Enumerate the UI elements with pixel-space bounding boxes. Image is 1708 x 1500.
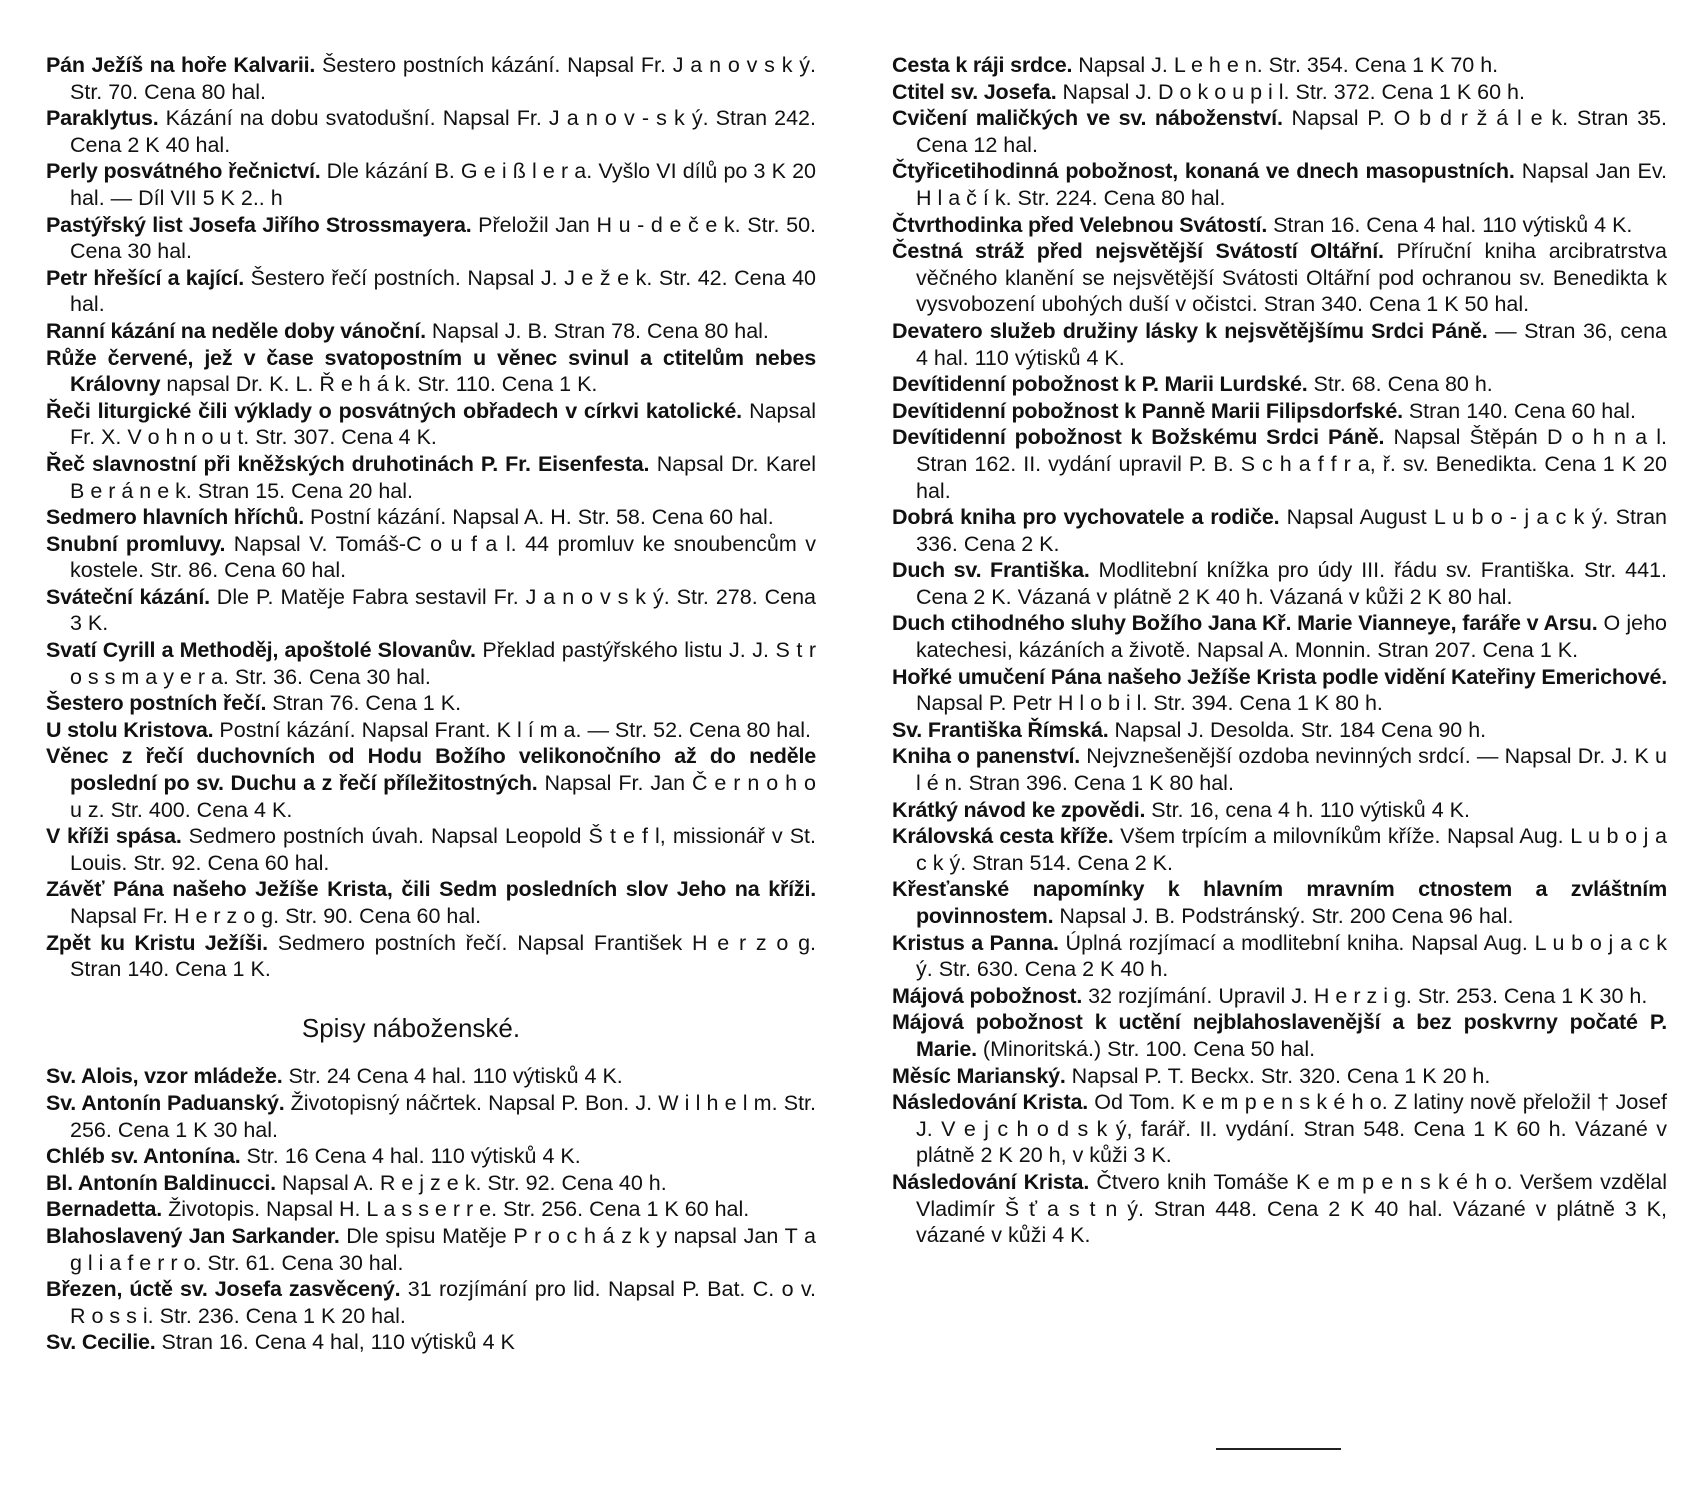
catalog-entry [46, 1196, 816, 1223]
entry-title: Následování Krista. [892, 1169, 1090, 1194]
entry-details: Napsal Fr. X. V o h n o u t. Str. 307. Cena 4 K. [70, 398, 816, 450]
entry-details: Sedmero postních úvah. Napsal Leopold Š t e f l, missionář v St. Louis. Str. 92. Cena 60 hal. [70, 824, 816, 875]
entry-title: Sv. Antonín Paduanský. [46, 1090, 285, 1115]
entry-title: U stolu Kristova. [46, 717, 214, 742]
catalog-entry [46, 584, 816, 637]
entry-title: Májová pobožnost k uctění nejblahoslavenější a bez poskvrny počaté P. Marie. [892, 1010, 1667, 1061]
entry-details: Od Tom. K e m p e n s k é h o. Z latiny nově přeložil † Josef J. V e j c h o d s k ý, farář. II. vydání. Stran 548. Cena 1 K 60 h. Vázané v plátně 2 K 20 h, v kůži 3 K. [916, 1090, 1667, 1168]
entry-details: Postní kázání. Napsal A. H. Str. 58. Cena 60 hal. [304, 505, 774, 530]
catalog-entry [892, 371, 1667, 398]
entry-title: Sedmero hlavních hříchů. [46, 505, 305, 530]
catalog-entry [892, 876, 1667, 929]
entry-title: Duch ctihodného sluhy Božího Jana Kř. Marie Vianneye, faráře v Arsu. [892, 611, 1598, 636]
entry-details: Napsal Fr. Jan Č e r n o h o u z. Str. 400. Cena 4 K. [70, 771, 816, 822]
catalog-entry [46, 531, 816, 584]
catalog-entry [46, 823, 816, 876]
entry-title: Pán Ježíš na hoře Kalvarii. [46, 53, 316, 77]
entry-details: Sedmero postních řečí. Napsal František H e r z o g. Stran 140. Cena 1 K. [70, 930, 816, 982]
entry-details: O jeho katechesi, kázáních a životě. Napsal A. Monnin. Stran 207. Cena 1 K. [916, 611, 1667, 663]
entry-details: Příruční kniha arcibratrstva věčného klanění se nejsvětější Svátosti Oltářní pod ochranou sv. Benedikta k vysvobození ubohých duší v očistci. Stran 340. Cena 1 K 50 hal. [916, 239, 1667, 317]
entry-details: Napsal P. O b d r ž á l e k. Stran 35. Cena 12 hal. [916, 106, 1667, 157]
entry-title: Zpět ku Kristu Ježíši. [46, 930, 268, 955]
catalog-entry [892, 212, 1667, 239]
entry-title: Devítidenní pobožnost k P. Marii Lurdské. [892, 372, 1308, 397]
entry-details: Napsal Jan Ev. H l a č í k. Str. 224. Cena 80 hal. [916, 159, 1668, 210]
entry-title: Cvičení maličkých ve sv. náboženství. [892, 106, 1283, 131]
catalog-entry [46, 1276, 816, 1329]
catalog-entry [892, 1089, 1667, 1169]
entry-details: Dle spisu Matěje P r o c h á z k y napsal Jan T a g l i a f e r r o. Str. 61. Cena 30 hal. [70, 1223, 816, 1275]
entry-details: Napsal J. B. Stran 78. Cena 80 hal. [425, 318, 769, 343]
entry-details: Dle P. Matěje Fabra sestavil Fr. J a n o v s k ý. Str. 278. Cena 3 K. [70, 584, 816, 636]
entry-title: Růže červené, jež v čase svatopostním u věnec svinul a ctitelům nebes Královny [46, 345, 816, 397]
catalog-entry [46, 1143, 816, 1170]
entry-details: Postní kázání. Napsal Frant. K l í m a. — Str. 52. Cena 80 hal. [213, 717, 811, 742]
entry-title: Čtvrthodinka před Velebnou Svátostí. [892, 212, 1268, 237]
entry-title: Blahoslavený Jan Sarkander. [46, 1223, 340, 1248]
catalog-entry [892, 424, 1667, 504]
entry-title: Duch sv. Františka. [892, 558, 1090, 583]
catalog-entry [892, 318, 1667, 371]
entry-title: Chléb sv. Antonína. [46, 1144, 241, 1169]
entry-title: Měsíc Marianský. [892, 1063, 1066, 1088]
catalog-entry [892, 557, 1667, 610]
entry-title: Věnec z řečí duchovních od Hodu Božího velikonočního až do neděle poslední po sv. Duchu a z řečí příležitostných. [46, 744, 816, 796]
catalog-entry [892, 717, 1667, 744]
entry-details: Str. 24 Cena 4 hal. 110 výtisků 4 K. [282, 1064, 623, 1089]
entry-title: Řeči liturgické čili výklady o posvátných obřadech v církvi katolické. [46, 398, 742, 423]
catalog-entry [46, 52, 816, 105]
entry-title: Bl. Antonín Baldinucci. [46, 1170, 276, 1195]
entry-details: Str. 68. Cena 80 h. [1307, 372, 1493, 397]
entry-details: Stran 16. Cena 4 hal. 110 výtisků 4 K. [1267, 212, 1633, 237]
catalog-entry [46, 212, 816, 265]
catalog-entry [892, 823, 1667, 876]
entry-title: Sv. Cecilie. [46, 1330, 156, 1355]
entry-title: Kristus a Panna. [892, 930, 1059, 955]
entry-details: Napsal P. T. Beckx. Str. 320. Cena 1 K 20 h. [1065, 1063, 1491, 1088]
catalog-entry [46, 1063, 816, 1090]
entry-title: Sváteční kázání. [46, 584, 210, 609]
catalog-entry [46, 158, 816, 211]
left-column [46, 52, 816, 1356]
entry-title: Královská cesta kříže. [892, 824, 1114, 849]
entry-title: Čestná stráž před nejsvětější Svátostí Oltářní. [892, 239, 1384, 264]
catalog-entry [46, 637, 816, 690]
entry-details: Všem trpícím a milovníkům kříže. Napsal Aug. L u b o j a c k ý. Stran 514. Cena 2 K. [916, 824, 1667, 875]
entry-title: Svatí Cyrill a Methoděj, apoštolé Slovanův. [46, 638, 476, 663]
right-column [892, 52, 1667, 1249]
entry-title: Krátký návod ke zpovědi. [892, 797, 1146, 822]
entry-details: Nejvznešenější ozdoba nevinných srdcí. — Napsal Dr. J. K u l é n. Stran 396. Cena 1 K 80 hal. [916, 744, 1667, 796]
catalog-entry [892, 105, 1667, 158]
catalog-entry [46, 105, 816, 158]
entry-details: Úplná rozjímací a modlitební kniha. Napsal Aug. L u b o j a c k ý. Str. 630. Cena 2 K 40 h. [916, 930, 1667, 982]
entry-title: Následování Krista. [892, 1090, 1089, 1115]
catalog-entry [46, 743, 816, 823]
section-entry-list [46, 1063, 816, 1356]
catalog-entry [46, 1170, 816, 1197]
catalog-entry [892, 664, 1667, 717]
entry-title: Kniha o panenství. [892, 744, 1081, 769]
entry-details: 31 rozjímání pro lid. Napsal P. Bat. C. o v. R o s s i. Str. 236. Cena 1 K 20 hal. [70, 1277, 816, 1328]
catalog-entry [46, 265, 816, 318]
catalog-entry [46, 398, 816, 451]
entry-details: Str. 16 Cena 4 hal. 110 výtisků 4 K. [240, 1144, 581, 1169]
entry-title: Paraklytus. [46, 106, 159, 131]
entry-details: Modlitební knížka pro údy III. řádu sv. Františka. Str. 441. Cena 2 K. Vázaná v plátně 2 K 40 h. Vázaná v kůži 2 K 80 hal. [916, 558, 1667, 609]
entry-details: Napsal J. B. Podstránský. Str. 200 Cena 96 hal. [1053, 904, 1514, 928]
entry-title: Ranní kázání na neděle doby vánoční. [46, 318, 426, 343]
entry-title: Čtyřicetihodinná pobožnost, konaná ve dnech masopustních. [892, 159, 1515, 184]
entry-details: Šestero postních kázání. Napsal Fr. J a n o v s k ý. Str. 70. Cena 80 hal. [70, 53, 816, 104]
entry-details: 32 rozjímání. Upravil J. H e r z i g. Str. 253. Cena 1 K 30 h. [1082, 983, 1648, 1008]
entry-details: Šestero řečí postních. Napsal J. J e ž e k. Str. 42. Cena 40 hal. [70, 265, 817, 317]
entry-details: Stran 140. Cena 60 hal. [1402, 398, 1636, 423]
entry-title: Perly posvátného řečnictví. [46, 159, 321, 184]
entry-details: Napsal V. Tomáš-C o u f a l. 44 promluv ke snoubencům v kostele. Str. 86. Cena 60 hal. [70, 531, 816, 583]
catalog-entry [892, 743, 1667, 796]
catalog-entry [892, 797, 1667, 824]
catalog-entry [46, 345, 816, 398]
catalog-entry [892, 398, 1667, 425]
catalog-entry [46, 690, 816, 717]
entry-details: Překlad pastýřského listu J. J. S t r o s s m a y e r a. Str. 36. Cena 30 hal. [70, 638, 816, 689]
entry-details: Stran 76. Cena 1 K. [266, 691, 462, 716]
entry-details: Napsal A. R e j z e k. Str. 92. Cena 40 h. [275, 1170, 667, 1195]
entry-title: Křesťanské napomínky k hlavním mravním ctnostem a zvláštním povinnostem. [892, 877, 1667, 928]
entry-details: napsal Dr. K. L. Ř e h á k. Str. 110. Cena 1 K. [160, 372, 598, 397]
entry-title: Řeč slavnostní při kněžských druhotinách P. Fr. Eisenfesta. [46, 451, 650, 476]
catalog-entry [892, 983, 1667, 1010]
entry-title: Dobrá kniha pro vychovatele a rodiče. [892, 505, 1280, 530]
entry-title: V kříži spása. [46, 824, 182, 849]
entry-title: Devítidenní pobožnost k Božskému Srdci Páně. [892, 425, 1385, 450]
entry-details: Přeložil Jan H u - d e č e k. Str. 50. Cena 30 hal. [70, 212, 816, 264]
left-entry-list [46, 52, 816, 983]
entry-title: Devatero služeb družiny lásky k nejsvětějšímu Srdci Páně. [892, 318, 1488, 343]
entry-title: Devítidenní pobožnost k Panně Marii Filipsdorfské. [892, 398, 1403, 423]
catalog-entry [46, 930, 816, 983]
catalog-entry [46, 717, 816, 744]
entry-title: Březen, úctě sv. Josefa zasvěcený. [46, 1277, 401, 1302]
entry-details: Čtvero knih Tomáše K e m p e n s k é h o. Veršem vzdělal Vladimír Š ť a s t n ý. Stran 448. Cena 2 K 40 hal. Vázané v plátně 3 K, vázané v kůži 4 K. [916, 1169, 1667, 1248]
entry-details: Kázání na dobu svatodušní. Napsal Fr. J a n o v - s k ý. Stran 242. Cena 2 K 40 hal. [70, 106, 816, 157]
entry-details: — Stran 36, cena 4 hal. 110 výtisků 4 K. [916, 318, 1667, 370]
entry-title: Sv. Alois, vzor mládeže. [46, 1064, 283, 1089]
entry-title: Hořké umučení Pána našeho Ježíše Krista podle vidění Kateřiny Emerichové. [892, 664, 1667, 689]
entry-details: Str. 16, cena 4 h. 110 výtisků 4 K. [1145, 797, 1470, 822]
catalog-entry [892, 504, 1667, 557]
entry-details: Napsal J. L e h e n. Str. 354. Cena 1 K 70 h. [1072, 53, 1499, 77]
entry-details: Napsal Štěpán D o h n a l. Stran 162. II. vydání upravil P. B. S c h a f f r a, ř. sv. Benedikta. Cena 1 K 20 hal. [916, 425, 1667, 503]
entry-details: Napsal J. D o k o u p i l. Str. 372. Cena 1 K 60 h. [1056, 79, 1525, 104]
entry-title: Bernadetta. [46, 1197, 163, 1222]
entry-details: Napsal August L u b o - j a c k ý. Stran 336. Cena 2 K. [916, 505, 1667, 556]
catalog-entry [46, 451, 816, 504]
catalog-entry [892, 1009, 1667, 1062]
entry-title: Šestero postních řečí. [46, 691, 267, 716]
entry-title: Májová pobožnost. [892, 983, 1083, 1008]
catalog-entry [46, 876, 816, 929]
entry-details: Napsal Fr. H e r z o g. Str. 90. Cena 60 hal. [70, 904, 482, 928]
catalog-entry [46, 1223, 816, 1276]
entry-details: Napsal J. Desolda. Str. 184 Cena 90 h. [1108, 717, 1487, 742]
entry-details: Napsal P. Petr H l o b i l. Str. 394. Cena 1 K 80 h. [916, 691, 1383, 716]
section-heading: Spisy náboženské. [301, 1012, 521, 1043]
catalog-entry [892, 930, 1667, 983]
entry-details: Životopisný náčrtek. Napsal P. Bon. J. W i l h e l m. Str. 256. Cena 1 K 30 hal. [70, 1090, 816, 1142]
catalog-entry [892, 1063, 1667, 1090]
catalog-entry [46, 1329, 816, 1356]
catalog-entry [46, 318, 816, 345]
entry-title: Ctitel sv. Josefa. [892, 79, 1057, 104]
entry-title: Cesta k ráji srdce. [892, 53, 1073, 77]
entry-title: Pastýřský list Josefa Jiřího Strossmayera. [46, 212, 472, 237]
entry-title: Snubní promluvy. [46, 531, 226, 556]
catalog-entry [892, 52, 1667, 79]
entry-details: Stran 16. Cena 4 hal, 110 výtisků 4 K [155, 1330, 515, 1355]
entry-details: Napsal Dr. Karel B e r á n e k. Stran 15. Cena 20 hal. [70, 451, 817, 503]
entry-details: Životopis. Napsal H. L a s s e r r e. Str. 256. Cena 1 K 60 hal. [162, 1197, 750, 1222]
right-entry-list [892, 52, 1667, 1249]
entry-title: Petr hřešící a kající. [46, 265, 245, 290]
catalog-entry [46, 1090, 816, 1143]
entry-title: Sv. Františka Římská. [892, 717, 1109, 742]
catalog-entry [892, 79, 1667, 106]
catalog-entry [46, 504, 816, 531]
catalog-entry [892, 158, 1667, 211]
catalog-entry [892, 610, 1667, 663]
catalog-entry [892, 1169, 1667, 1249]
end-rule [1216, 1448, 1341, 1450]
entry-details: Dle kázání B. G e i ß l e r a. Vyšlo VI dílů po 3 K 20 hal. — Díl VII 5 K 2.. h [70, 159, 816, 210]
entry-details: (Minoritská.) Str. 100. Cena 50 hal. [976, 1036, 1316, 1061]
entry-title: Závěť Pána našeho Ježíše Krista, čili Sedm posledních slov Jeho na kříži. [46, 877, 816, 902]
catalog-entry [892, 238, 1667, 318]
